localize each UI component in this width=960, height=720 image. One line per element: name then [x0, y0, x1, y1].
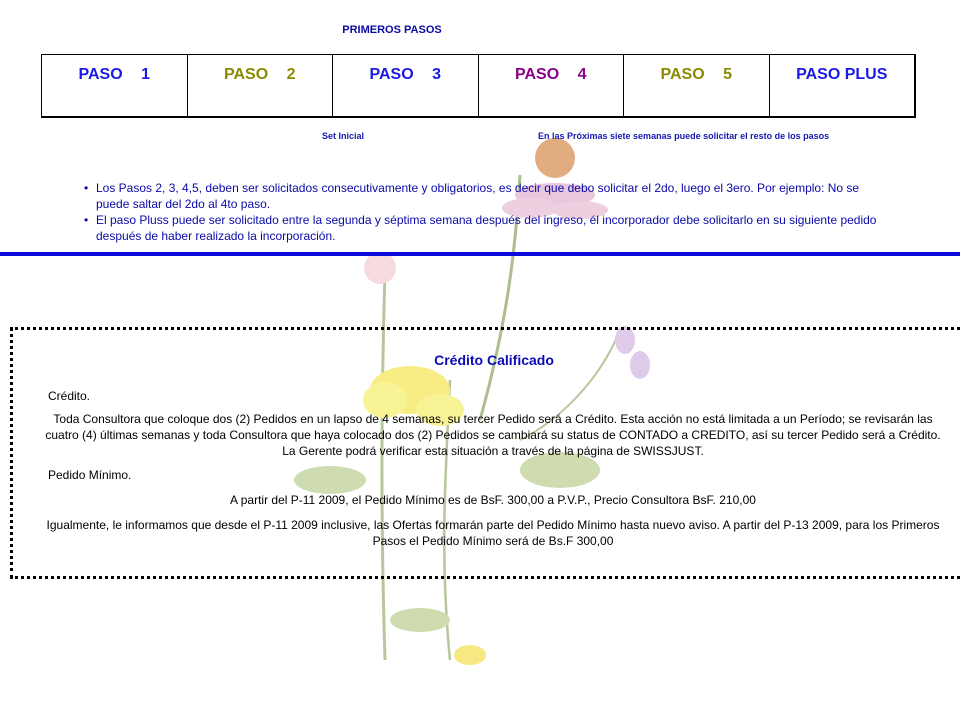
step-2: PASO 2 [188, 55, 334, 116]
pedido-minimo-body: A partir del P-11 2009, el Pedido Mínimo es de BsF. 300,00 a P.V.P., Precio Consultora BsF. 210,00 [230, 493, 756, 507]
credito-body: Toda Consultora que coloque dos (2) Pedidos en un lapso de 4 semanas, su tercer Pedido será a Crédito. Esta acción no está limitada a un Período; se revisarán las cuatro (4) últimas semanas y toda Consultora que haya colocado dos (2) Pedidos se cambiará su status de CONTADO a CREDITO, así su tercer Pedido será a Crédito. La Gerente podrá verificar esta situación a través de la página de SWISSJUST. [45, 412, 941, 458]
step-5: PASO 5 [624, 55, 770, 116]
step-4: PASO 4 [479, 55, 625, 116]
steps-notes [84, 180, 884, 244]
step-1: PASO 1 [42, 55, 188, 116]
credito-label: Crédito. [48, 389, 91, 403]
step-3: PASO 3 [333, 55, 479, 116]
bullet-icon: • [84, 213, 89, 227]
note-item [84, 212, 884, 244]
steps-table [41, 54, 916, 118]
section-divider [0, 252, 960, 256]
ofertas-body: Igualmente, le informamos que desde el P-11 2009 inclusive, las Ofertas formarán parte del Pedido Mínimo hasta nuevo aviso. A partir del P-13 2009, para los Primeros Pasos el Pedido Mínimo será de Bs.F 300,00 [46, 518, 940, 548]
subtitle-proximas-semanas: En las Próximas siete semanas puede solicitar el resto de los pasos [538, 131, 830, 141]
subtitle-set-inicial: Set Inicial [322, 131, 365, 141]
step-plus: PASO PLUS [796, 65, 888, 83]
note-text: Los Pasos 2, 3, 4,5, deben ser solicitados consecutivamente y obligatorios, es decir que debo solicitar el 2do, luego el 3ero. Por ejemplo: No se puede saltar del 2do al 4to paso. [96, 181, 860, 211]
credit-title: Crédito Calificado [434, 352, 554, 368]
note-text: El paso Pluss puede ser solicitado entre la segunda y séptima semana después del ingreso, él incorporador debe solicitarlo en su siguiente pedido después de haber realizado la incorporación. [96, 213, 877, 243]
bullet-icon: • [84, 181, 89, 195]
pedido-minimo-label: Pedido Mínimo. [48, 468, 132, 482]
note-item [84, 180, 884, 212]
page-title: PRIMEROS PASOS [342, 24, 442, 36]
